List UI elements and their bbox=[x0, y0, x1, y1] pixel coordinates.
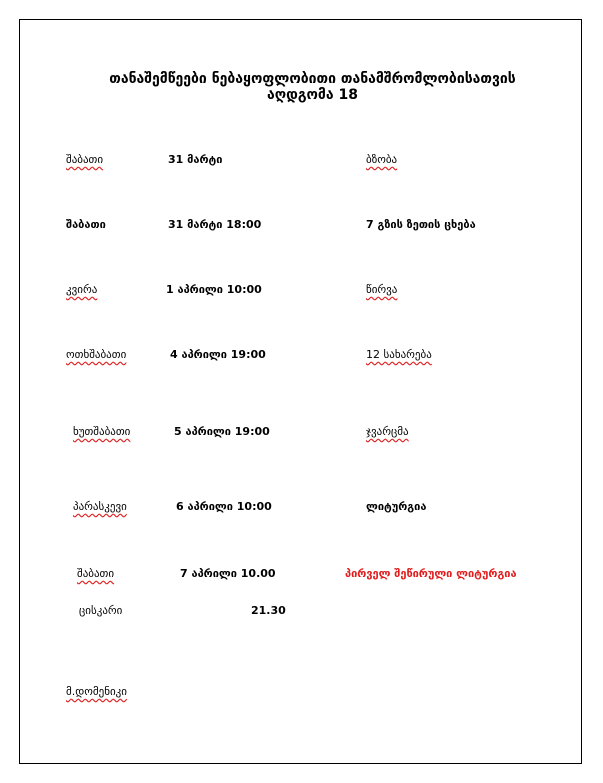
row-1-date: 31 მარტი bbox=[168, 153, 223, 166]
row-3-day: კვირა bbox=[66, 283, 98, 296]
row-4-event: 12 სახარება bbox=[366, 348, 432, 361]
row-7-date: 7 აპრილი 10.00 bbox=[180, 567, 276, 580]
document-title-line2: აღდგომა 18 bbox=[266, 87, 358, 103]
document-title-line1: თანაშემწეები ნებაყოფლობითი თანამშრომლობისათვის bbox=[109, 71, 516, 87]
row-2-event: 7 გზის ზეთის ცხება bbox=[366, 218, 476, 231]
document-page bbox=[19, 19, 582, 764]
row-4-date: 4 აპრილი 19:00 bbox=[170, 348, 266, 361]
row-5-day: ხუთშაბათი bbox=[73, 425, 131, 438]
signature: მ.დომენიკი bbox=[66, 685, 127, 698]
row-6-date: 6 აპრილი 10:00 bbox=[176, 500, 272, 513]
row-3-event: წირვა bbox=[366, 283, 398, 296]
row-2-day: შაბათი bbox=[66, 218, 106, 231]
vigil-time: 21.30 bbox=[251, 604, 286, 617]
row-6-day: პარასკევი bbox=[73, 500, 127, 513]
row-5-date: 5 აპრილი 19:00 bbox=[174, 425, 270, 438]
row-4-day: ოთხშაბათი bbox=[66, 348, 127, 361]
vigil-label: ცისკარი bbox=[79, 604, 123, 617]
row-7-day: შაბათი bbox=[77, 567, 115, 580]
row-1-event: ბზობა bbox=[366, 153, 398, 166]
row-7-event: პირველ შეწირული ლიტურგია bbox=[345, 567, 517, 580]
row-2-date: 31 მარტი 18:00 bbox=[168, 218, 262, 231]
row-3-date: 1 აპრილი 10:00 bbox=[166, 283, 262, 296]
row-1-day: შაბათი bbox=[66, 153, 104, 166]
row-6-event: ლიტურგია bbox=[366, 500, 427, 513]
row-5-event: ჯვარცმა bbox=[366, 425, 409, 438]
